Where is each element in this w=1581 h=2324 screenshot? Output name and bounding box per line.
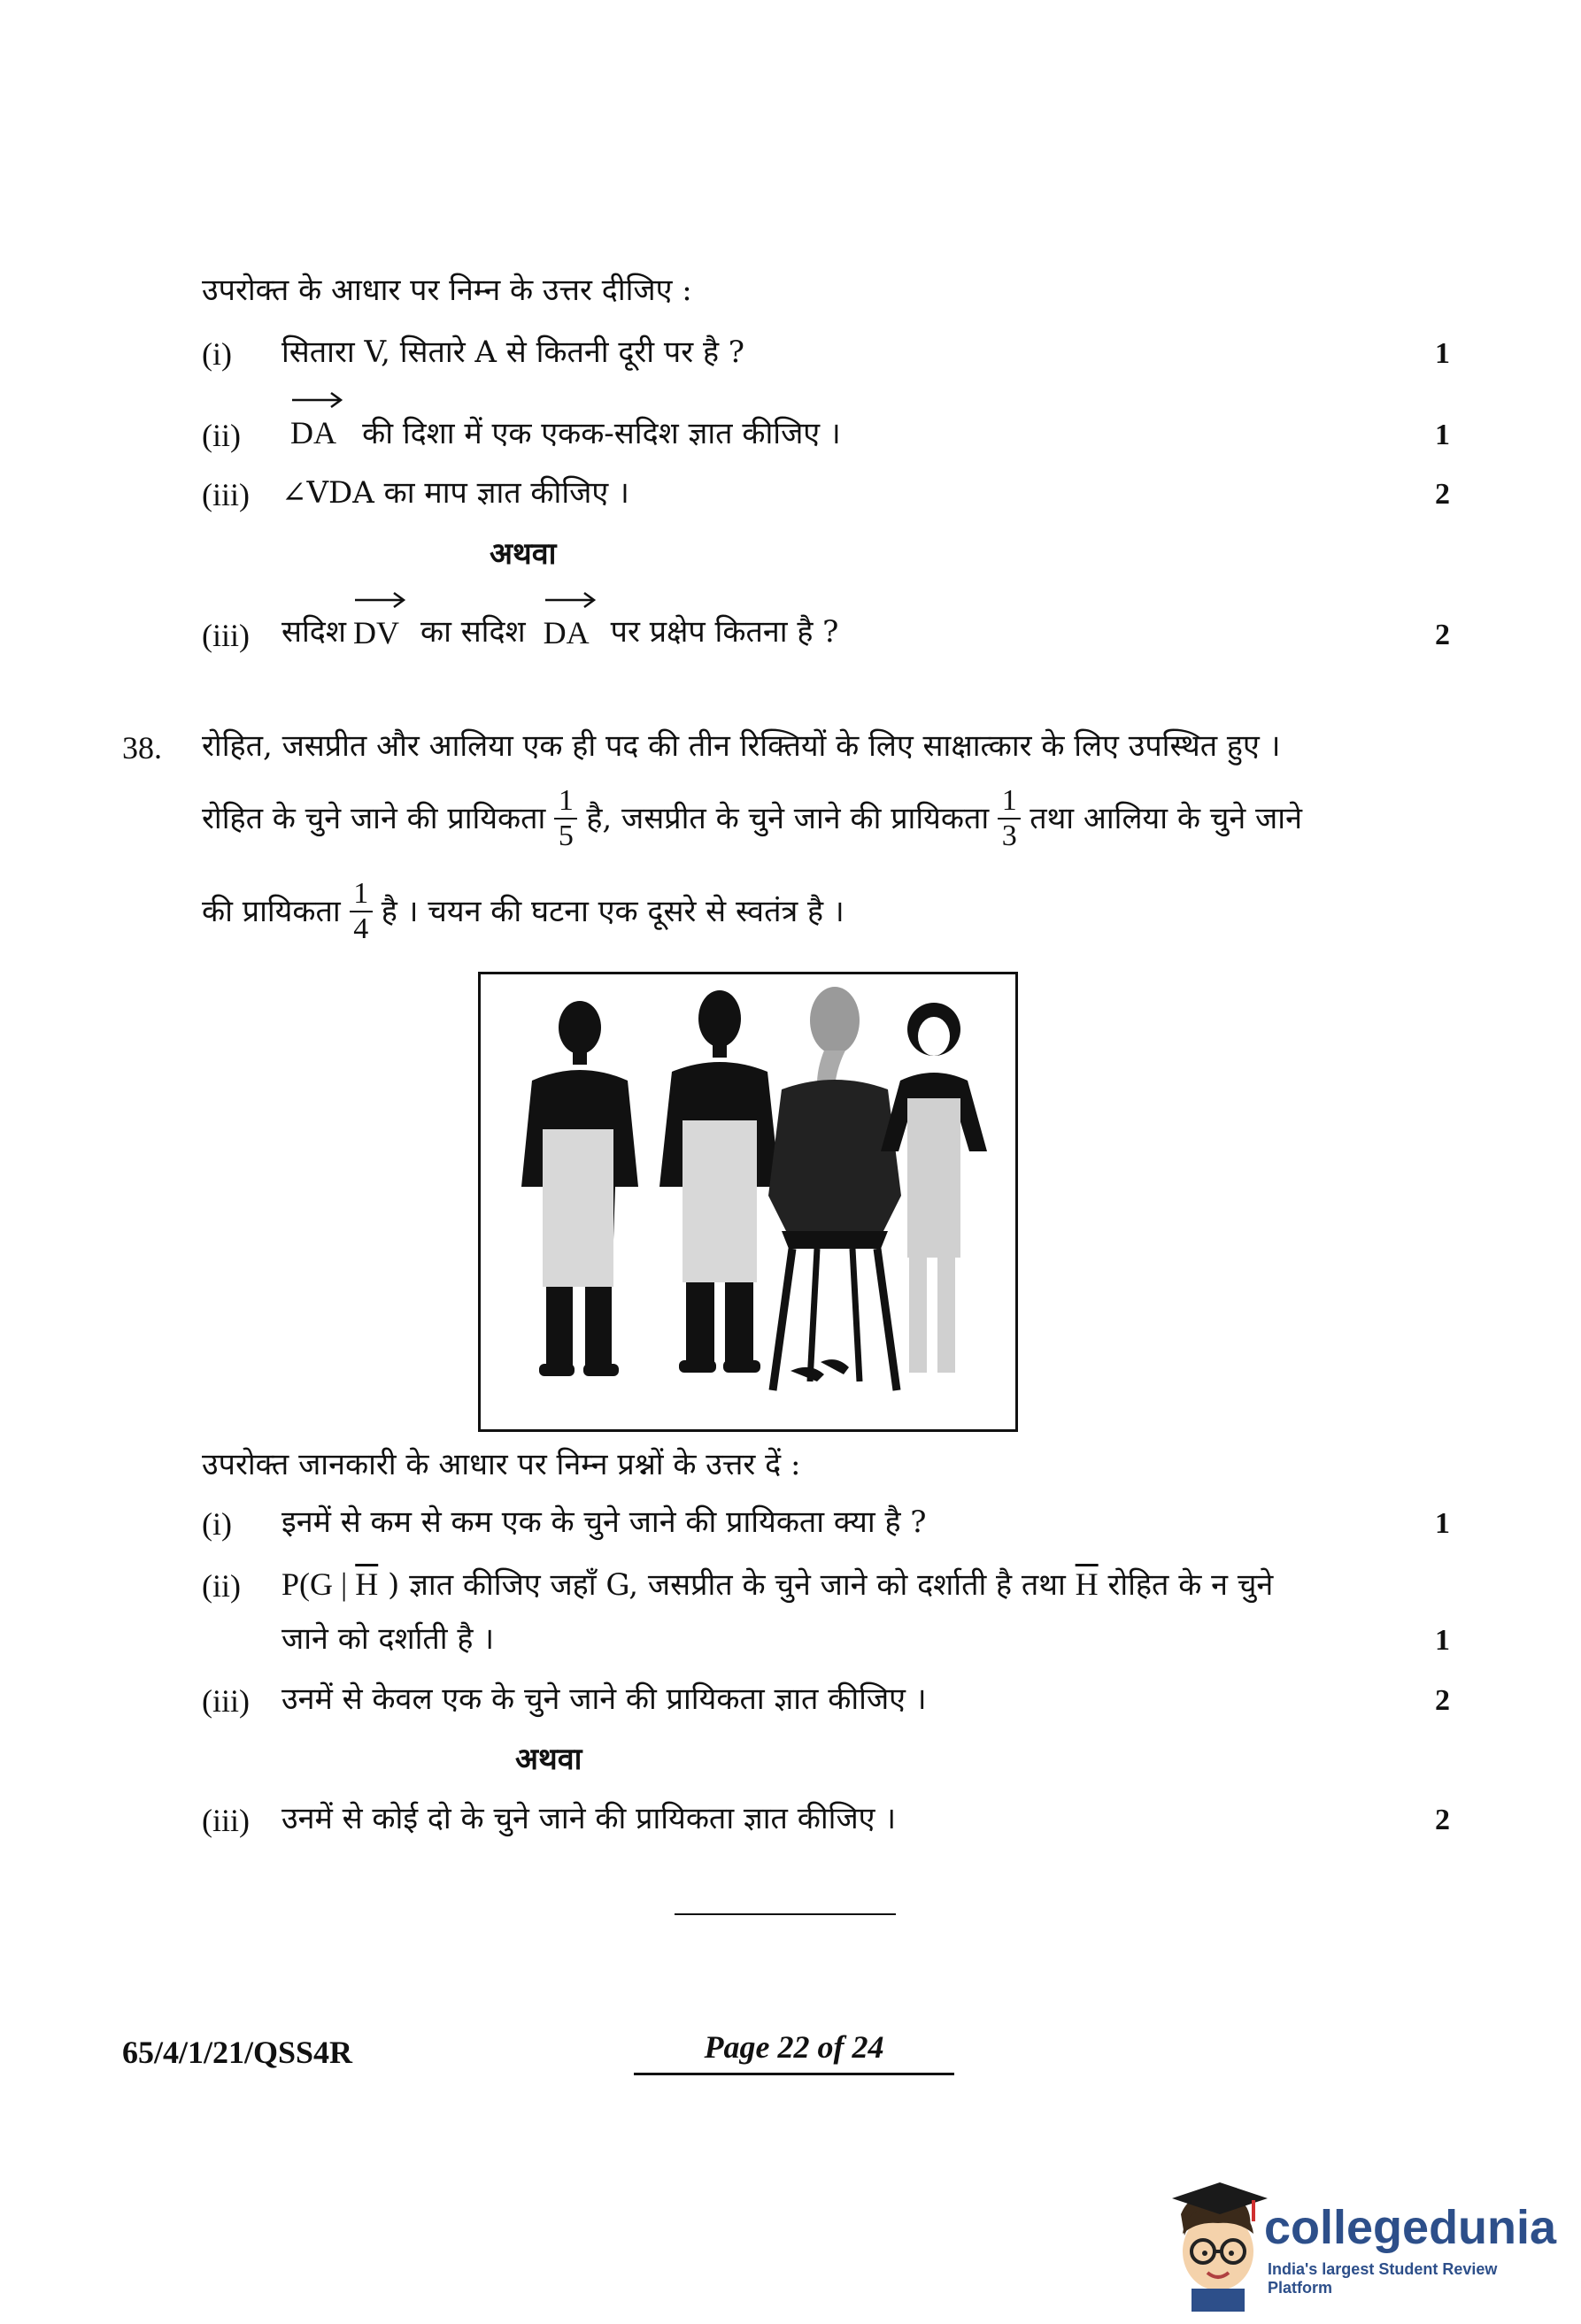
q37-iii-alt-post: पर प्रक्षेप कितना है ?	[610, 614, 839, 650]
q38-line3	[202, 872, 844, 951]
q37-ii-text: की दिशा में एक एकक-सदिश ज्ञात कीजिए ।	[362, 416, 841, 451]
brand-name: collegedunia	[1264, 2201, 1557, 2254]
vector-dv	[353, 584, 399, 651]
q38-iii-number: (iii)	[202, 1683, 250, 1719]
q38-ii-marks: 1	[1435, 1624, 1450, 1657]
vector-da-2-label: DA	[543, 615, 590, 650]
q38-ii-line1	[281, 1565, 1273, 1604]
vector-arrow-icon	[544, 584, 597, 611]
q37-i-marks: 1	[1435, 337, 1450, 370]
q38-iii-alt-text: उनमें से कोई दो के चुने जाने की प्रायिकता ज्ञात कीजिए ।	[281, 1801, 897, 1836]
fraction-denominator: 3	[1001, 820, 1017, 852]
q38-line3-b: है । चयन की घटना एक दूसरे से स्वतंत्र है ।	[381, 894, 844, 929]
man-2-silhouette	[659, 990, 780, 1373]
q38-iii-alt-number: (iii)	[202, 1803, 250, 1838]
man-1-silhouette	[521, 1001, 638, 1376]
q38-line2-c: तथा आलिया के चुने जाने	[1030, 801, 1302, 836]
q37-iii-alt-number: (iii)	[202, 618, 250, 653]
paper-code: 65/4/1/21/QSS4R	[122, 2035, 353, 2070]
q38-intro: उपरोक्त जानकारी के आधार पर निम्न प्रश्नों के उत्तर दें :	[202, 1447, 801, 1482]
student-mascot-icon	[1165, 2179, 1271, 2312]
collegedunia-watermark	[1165, 2179, 1563, 2312]
q37-iii-marks: 2	[1435, 478, 1450, 511]
q38-iii-marks: 2	[1435, 1684, 1450, 1717]
candidates-silhouette-image	[481, 974, 1015, 1429]
q37-or-label: अथवा	[490, 536, 557, 572]
h-complement: $\overline{H}$	[355, 1566, 379, 1602]
vector-da-label: DA	[290, 415, 336, 450]
fraction-one-fifth	[554, 784, 577, 853]
q37-iii-alt-line	[281, 584, 838, 651]
q38-line2-b: है, जसप्रीत के चुने जाने की प्रायिकता	[586, 801, 990, 836]
q37-ii-line	[290, 384, 841, 453]
vector-da-2	[544, 584, 590, 651]
q38-iii-text: उनमें से केवल एक के चुने जाने की प्रायिकता ज्ञात कीजिए ।	[281, 1681, 927, 1717]
candidates-illustration	[478, 972, 1018, 1432]
fraction-one-fourth	[350, 877, 373, 946]
q38-line2-a: रोहित के चुने जाने की प्रायिकता	[202, 801, 546, 836]
vector-arrow-icon	[353, 584, 406, 611]
q37-iii-number: (iii)	[202, 477, 250, 512]
q38-i-text: इनमें से कम से कम एक के चुने जाने की प्रायिकता क्या है ?	[281, 1504, 927, 1540]
q38-i-marks: 1	[1435, 1507, 1450, 1540]
fraction-one-third	[998, 784, 1021, 853]
fraction-numerator: 1	[353, 877, 369, 910]
fraction-numerator: 1	[1001, 784, 1017, 817]
q38-ii-text-a: P(G |	[281, 1566, 356, 1602]
vector-arrow-icon	[290, 384, 343, 411]
q38-or-label: अथवा	[515, 1742, 582, 1777]
q37-iii-alt-marks: 2	[1435, 619, 1450, 651]
q38-iii-alt-marks: 2	[1435, 1804, 1450, 1836]
q37-iii-text: ∠VDA का माप ज्ञात कीजिए ।	[281, 475, 629, 511]
q37-iii-alt-pre: सदिश	[281, 614, 346, 650]
page-number: Page 22 of 24	[704, 2029, 884, 2065]
q37-i-number: (i)	[202, 336, 232, 372]
end-divider	[675, 1913, 896, 1915]
h-complement-2: $\overline{H}$	[1075, 1566, 1099, 1602]
q38-line3-a: की प्रायिकता	[202, 894, 341, 929]
fraction-numerator: 1	[558, 784, 574, 817]
fraction-denominator: 4	[353, 912, 369, 945]
page-number-box	[634, 2028, 954, 2075]
fraction-denominator: 5	[558, 820, 574, 852]
q38-line2	[202, 779, 1302, 858]
q37-ii-number: (ii)	[202, 418, 241, 453]
vector-da	[290, 384, 336, 451]
q37-ii-marks: 1	[1435, 419, 1450, 451]
vector-dv-label: DV	[352, 615, 399, 650]
woman-1-silhouette	[768, 987, 901, 1390]
q38-ii-text-c: रोहित के न चुने	[1107, 1567, 1274, 1603]
q37-i-text: सितारा V, सितारे A से कितनी दूरी पर है ?	[281, 335, 745, 370]
q38-number: 38.	[122, 730, 162, 766]
q38-ii-number: (ii)	[202, 1568, 241, 1604]
q37-iii-alt-mid: का सदिश	[420, 614, 526, 650]
q38-ii-line2: जाने को दर्शाती है ।	[281, 1621, 495, 1657]
q38-ii-text-b: ) ज्ञात कीजिए जहाँ G, जसप्रीत के चुने जाने को दर्शाती है तथा	[388, 1567, 1066, 1603]
q38-line1: रोहित, जसप्रीत और आलिया एक ही पद की तीन रिक्तियों के लिए साक्षात्कार के लिए उपस्थित हुए ।	[202, 728, 1281, 764]
brand-tagline: India's largest Student Review Platform	[1268, 2260, 1498, 2297]
q38-i-number: (i)	[202, 1506, 232, 1542]
q37-intro: उपरोक्त के आधार पर निम्न के उत्तर दीजिए :	[202, 273, 692, 308]
